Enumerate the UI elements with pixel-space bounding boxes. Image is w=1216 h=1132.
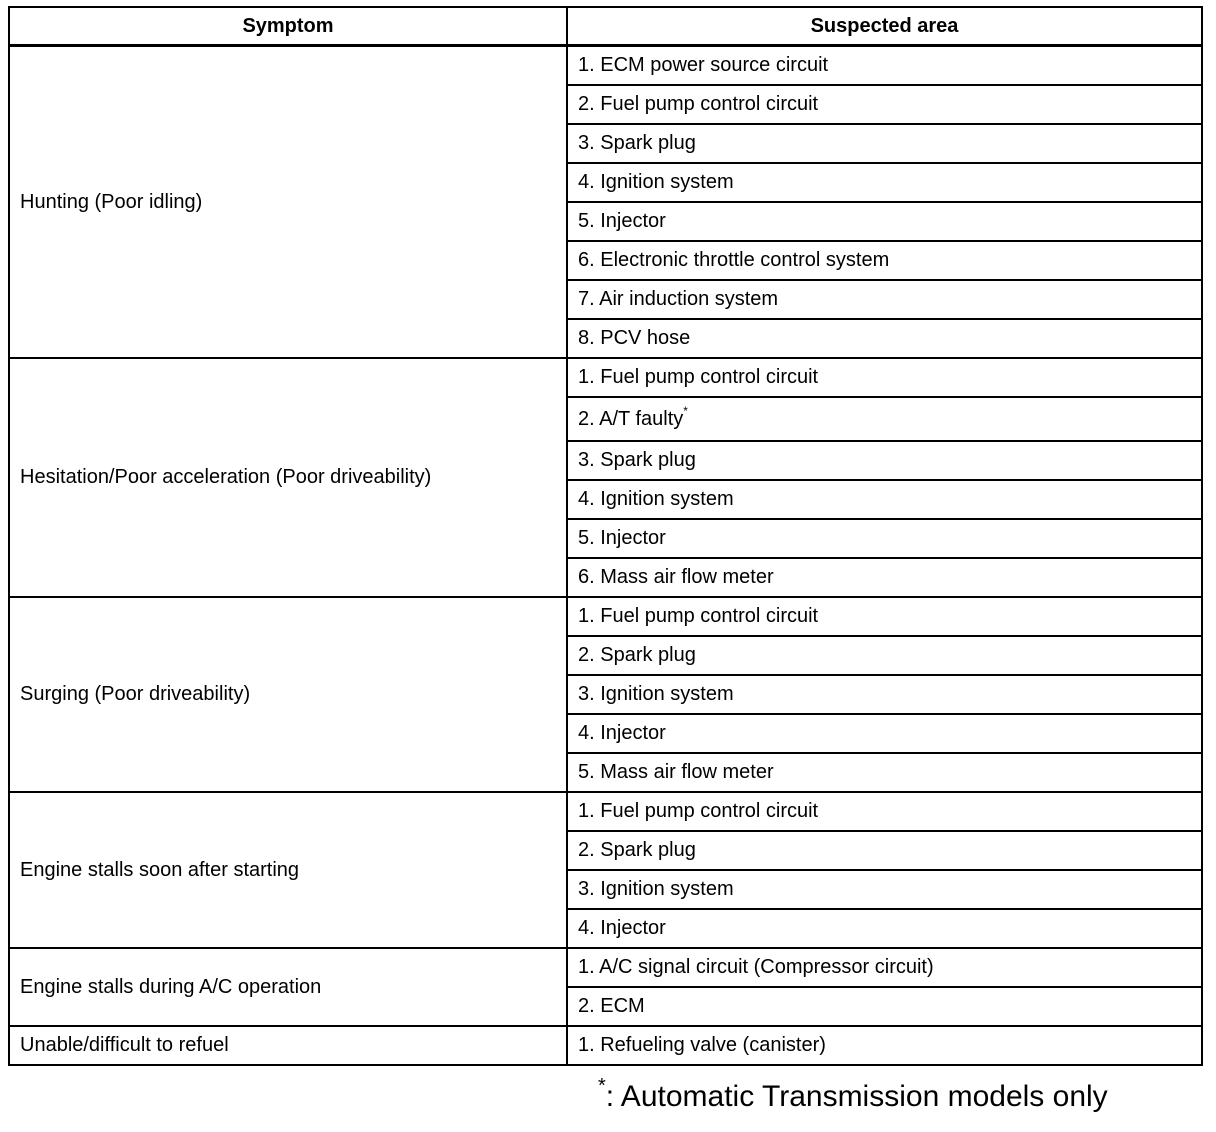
suspected-area-cell: 4. Injector [567,714,1202,753]
suspected-area-cell: 2. Spark plug [567,831,1202,870]
suspected-area-cell: 3. Spark plug [567,441,1202,480]
suspected-area-cell: 5. Injector [567,202,1202,241]
suspected-area-cell: 1. Refueling valve (canister) [567,1026,1202,1065]
suspected-area-cell: 4. Ignition system [567,163,1202,202]
table-row [9,792,1202,831]
header-symptom: Symptom [9,7,567,46]
symptom-cell: Engine stalls soon after starting [9,792,567,948]
symptom-cell: Unable/difficult to refuel [9,1026,567,1065]
suspected-area-cell: 8. PCV hose [567,319,1202,358]
suspected-area-cell: 6. Electronic throttle control system [567,241,1202,280]
suspected-area-cell: 6. Mass air flow meter [567,558,1202,597]
suspected-area-cell: 1. Fuel pump control circuit [567,597,1202,636]
suspected-area-cell: 5. Injector [567,519,1202,558]
footnote-marker: * [598,1075,606,1097]
suspected-area-text: 2. A/T faulty [578,407,684,430]
suspected-area-cell: 2. ECM [567,987,1202,1026]
table-row [9,948,1202,987]
suspected-area-cell: 1. A/C signal circuit (Compressor circuit) [567,948,1202,987]
symptom-cell: Surging (Poor driveability) [9,597,567,792]
footnote-marker: * [683,403,688,418]
footnote-text: : Automatic Transmission models only [605,1080,1108,1113]
symptom-cell: Hunting (Poor idling) [9,46,567,359]
suspected-area-cell: 4. Injector [567,909,1202,948]
suspected-area-cell: 3. Ignition system [567,675,1202,714]
suspected-area-cell: 3. Ignition system [567,870,1202,909]
suspected-area-cell: 1. ECM power source circuit [567,46,1202,86]
table-row [9,1026,1202,1065]
suspected-area-cell: 2. Spark plug [567,636,1202,675]
suspected-area-cell: 1. Fuel pump control circuit [567,792,1202,831]
symptom-table [8,6,1203,1066]
symptom-cell: Hesitation/Poor acceleration (Poor driveability) [9,358,567,597]
table-row [9,597,1202,636]
suspected-area-cell: 2. Fuel pump control circuit [567,85,1202,124]
symptom-cell: Engine stalls during A/C operation [9,948,567,1026]
suspected-area-cell: 7. Air induction system [567,280,1202,319]
suspected-area-cell: 1. Fuel pump control circuit [567,358,1202,397]
suspected-area-cell [567,397,1202,441]
suspected-area-cell: 4. Ignition system [567,480,1202,519]
suspected-area-cell: 5. Mass air flow meter [567,753,1202,792]
suspected-area-cell: 3. Spark plug [567,124,1202,163]
table-row [9,358,1202,397]
table-header-row [9,7,1202,46]
table-row [9,46,1202,86]
header-suspected-area: Suspected area [567,7,1202,46]
footnote [598,1075,1108,1114]
